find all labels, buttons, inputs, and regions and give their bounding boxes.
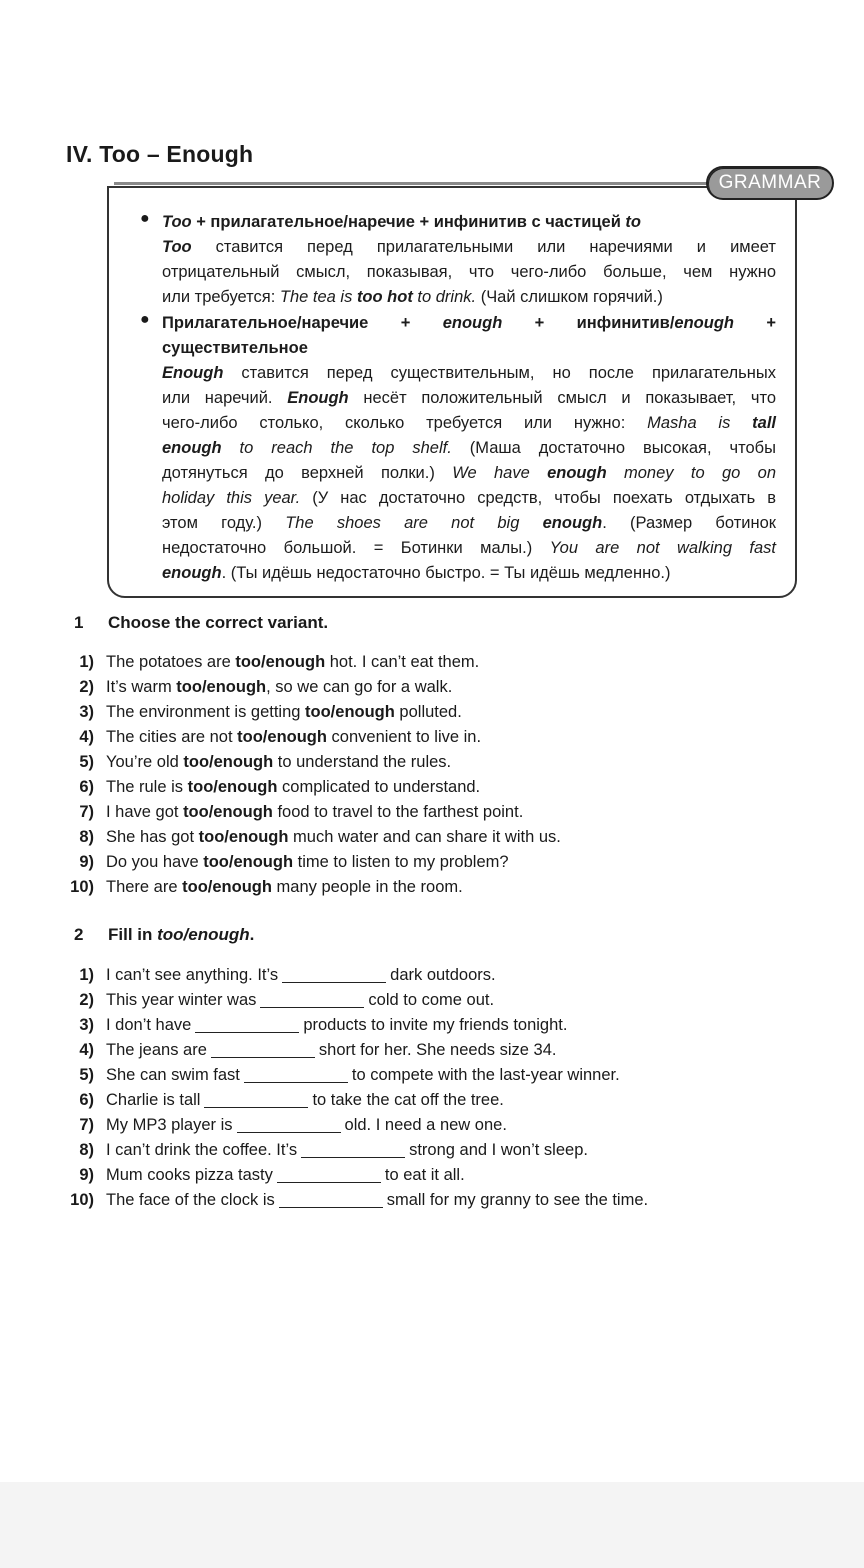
answer-blank[interactable] bbox=[237, 1116, 341, 1133]
task1-number: 1 bbox=[74, 613, 84, 632]
grammar-badge: GRAMMAR bbox=[706, 166, 834, 200]
item-text: There are bbox=[106, 878, 183, 896]
item-text: The potatoes are bbox=[106, 653, 236, 671]
rule-line: enough to reach the top shelf. (Маша достаточно высокая, чтобы bbox=[162, 439, 776, 457]
item-text: The rule is bbox=[106, 778, 188, 796]
item-number: 8) bbox=[79, 828, 94, 846]
exercise-item bbox=[60, 963, 820, 988]
exercise-item bbox=[60, 1188, 820, 1213]
exercise-item bbox=[60, 700, 820, 725]
rule-heading: Прилагательное/наречие + enough + инфинитив/enough + bbox=[162, 314, 776, 332]
item-text: Charlie is tall bbox=[106, 1091, 201, 1109]
item-number: 5) bbox=[79, 753, 94, 771]
item-text: The face of the clock is bbox=[106, 1191, 275, 1209]
exercise-item bbox=[60, 775, 820, 800]
section-title: IV. Too – Enough bbox=[66, 141, 254, 167]
rule-line: или требуется: The tea is too hot to drink. (Чай слишком горячий.) bbox=[162, 288, 663, 306]
item-text: The jeans are bbox=[106, 1041, 207, 1059]
grammar-box-top-rule bbox=[114, 182, 714, 185]
grammar-rule-too bbox=[162, 210, 776, 310]
item-number: 4) bbox=[79, 728, 94, 746]
item-text: My MP3 player is bbox=[106, 1116, 233, 1134]
rule-line: или наречий. Enough несёт положительный смысл и показывает, что bbox=[162, 389, 776, 407]
item-number: 1) bbox=[79, 653, 94, 671]
rule-line: Too ставится перед прилагательными или наречиями и имеет bbox=[162, 238, 776, 256]
answer-blank[interactable] bbox=[301, 1141, 405, 1158]
exercise-item bbox=[60, 875, 820, 900]
answer-blank[interactable] bbox=[244, 1066, 348, 1083]
item-text: many people in the room. bbox=[271, 878, 463, 896]
task1-list bbox=[60, 650, 820, 900]
item-text: to take the cat off the tree. bbox=[312, 1091, 504, 1109]
item-text: strong and I won’t sleep. bbox=[409, 1141, 588, 1159]
choice-text: too/enough bbox=[235, 653, 326, 671]
item-text: products to invite my friends tonight. bbox=[303, 1016, 568, 1034]
choice-text: too/enough bbox=[203, 853, 294, 871]
exercise-item bbox=[60, 988, 820, 1013]
item-text: cold to come out. bbox=[368, 991, 495, 1009]
answer-blank[interactable] bbox=[277, 1166, 381, 1183]
answer-blank[interactable] bbox=[260, 991, 364, 1008]
grammar-rule-enough bbox=[162, 311, 776, 586]
exercise-item bbox=[60, 850, 820, 875]
item-number: 1) bbox=[79, 966, 94, 984]
item-text: dark outdoors. bbox=[390, 966, 496, 984]
rule-line: holiday this year. (У нас достаточно средств, чтобы поехать отдыхать в bbox=[162, 489, 777, 507]
choice-text: too/enough bbox=[182, 878, 272, 896]
task2-instruction: Fill in too/enough. bbox=[108, 925, 255, 944]
item-number: 3) bbox=[79, 1016, 94, 1034]
item-text: Do you have bbox=[106, 853, 204, 871]
answer-blank[interactable] bbox=[211, 1041, 315, 1058]
item-text: I can’t drink the coffee. It’s bbox=[106, 1141, 298, 1159]
rule-line: enough. (Ты идёшь недостаточно быстро. = Ты идёшь медленно.) bbox=[162, 564, 671, 582]
choice-text: too/enough bbox=[198, 828, 289, 846]
item-text: She can swim fast bbox=[106, 1066, 240, 1084]
exercise-item bbox=[60, 1138, 820, 1163]
item-text: I don’t have bbox=[106, 1016, 192, 1034]
exercise-item bbox=[60, 1063, 820, 1088]
item-number: 8) bbox=[79, 1141, 94, 1159]
item-number: 6) bbox=[79, 778, 94, 796]
exercise-item bbox=[60, 725, 820, 750]
choice-text: too/enough bbox=[237, 728, 327, 746]
answer-blank[interactable] bbox=[279, 1191, 383, 1208]
item-number: 3) bbox=[79, 703, 94, 721]
item-text: complicated to understand. bbox=[277, 778, 481, 796]
item-number: 4) bbox=[79, 1041, 94, 1059]
item-number: 10) bbox=[70, 878, 94, 896]
item-text: to understand the rules. bbox=[273, 753, 452, 771]
item-text: The environment is getting bbox=[106, 703, 306, 721]
choice-text: too/enough bbox=[305, 703, 395, 721]
rule-heading: существительное bbox=[162, 339, 308, 357]
task2-list bbox=[60, 963, 820, 1213]
item-text: small for my granny to see the time. bbox=[386, 1191, 649, 1209]
item-text: , so we can go for a walk. bbox=[266, 678, 453, 696]
item-text: old. I need a new one. bbox=[344, 1116, 507, 1134]
choice-text: too/enough bbox=[187, 778, 278, 796]
item-text: I have got bbox=[106, 803, 184, 821]
item-text: Mum cooks pizza tasty bbox=[106, 1166, 273, 1184]
answer-blank[interactable] bbox=[195, 1016, 299, 1033]
item-number: 10) bbox=[70, 1191, 94, 1209]
item-text: convenient to live in. bbox=[326, 728, 482, 746]
item-number: 6) bbox=[79, 1091, 94, 1109]
rule-line: отрицательный смысл, показывая, что чего-либо больше, чем нужно bbox=[162, 263, 776, 281]
rule-heading: Too + прилагательное/наречие + инфинитив с частицей to bbox=[162, 213, 641, 231]
item-number: 7) bbox=[79, 803, 94, 821]
bullet-icon: ● bbox=[140, 311, 150, 328]
exercise-item bbox=[60, 675, 820, 700]
exercise-item bbox=[60, 800, 820, 825]
page-bottom-margin bbox=[0, 1482, 864, 1568]
exercise-item bbox=[60, 825, 820, 850]
rule-line: дотянуться до верхней полки.) We have enough money to go on bbox=[162, 464, 777, 482]
exercise-item bbox=[60, 1038, 820, 1063]
item-text: food to travel to the farthest point. bbox=[272, 803, 524, 821]
item-number: 5) bbox=[79, 1066, 94, 1084]
task2-number: 2 bbox=[74, 925, 84, 944]
answer-blank[interactable] bbox=[282, 966, 386, 983]
item-text: to compete with the last-year winner. bbox=[351, 1066, 620, 1084]
exercise-item bbox=[60, 1013, 820, 1038]
item-text: much water and can share it with us. bbox=[288, 828, 561, 846]
choice-text: too/enough bbox=[176, 678, 267, 696]
item-number: 7) bbox=[79, 1116, 94, 1134]
bullet-icon: ● bbox=[140, 210, 150, 227]
rule-line: чего-либо столько, сколько требуется или нужно: Masha is tall bbox=[162, 414, 776, 432]
choice-text: too/enough bbox=[183, 803, 273, 821]
rule-line: этом году.) The shoes are not big enough. (Размер ботинок bbox=[162, 514, 776, 532]
item-number: 2) bbox=[79, 991, 94, 1009]
item-text: hot. I can’t eat them. bbox=[325, 653, 480, 671]
item-text: You’re old bbox=[106, 753, 184, 771]
exercise-item bbox=[60, 1113, 820, 1138]
item-number: 2) bbox=[79, 678, 94, 696]
exercise-item bbox=[60, 750, 820, 775]
exercise-item bbox=[60, 1088, 820, 1113]
item-text: I can’t see anything. It’s bbox=[106, 966, 279, 984]
choice-text: too/enough bbox=[183, 753, 274, 771]
item-text: polluted. bbox=[394, 703, 462, 721]
item-text: to eat it all. bbox=[384, 1166, 465, 1184]
item-text: The cities are not bbox=[106, 728, 238, 746]
task1-instruction: Choose the correct variant. bbox=[108, 613, 329, 632]
exercise-item bbox=[60, 650, 820, 675]
item-text: time to listen to my problem? bbox=[293, 853, 509, 871]
item-text: This year winter was bbox=[106, 991, 257, 1009]
item-text: It’s warm bbox=[106, 678, 177, 696]
rule-line: Enough ставится перед существительным, но после прилагательных bbox=[162, 364, 776, 382]
item-number: 9) bbox=[79, 853, 94, 871]
item-number: 9) bbox=[79, 1166, 94, 1184]
item-text: short for her. She needs size 34. bbox=[318, 1041, 557, 1059]
rule-line: недостаточно большой. = Ботинки малы.) You are not walking fast bbox=[162, 539, 776, 557]
exercise-item bbox=[60, 1163, 820, 1188]
item-text: She has got bbox=[106, 828, 199, 846]
answer-blank[interactable] bbox=[204, 1091, 308, 1108]
